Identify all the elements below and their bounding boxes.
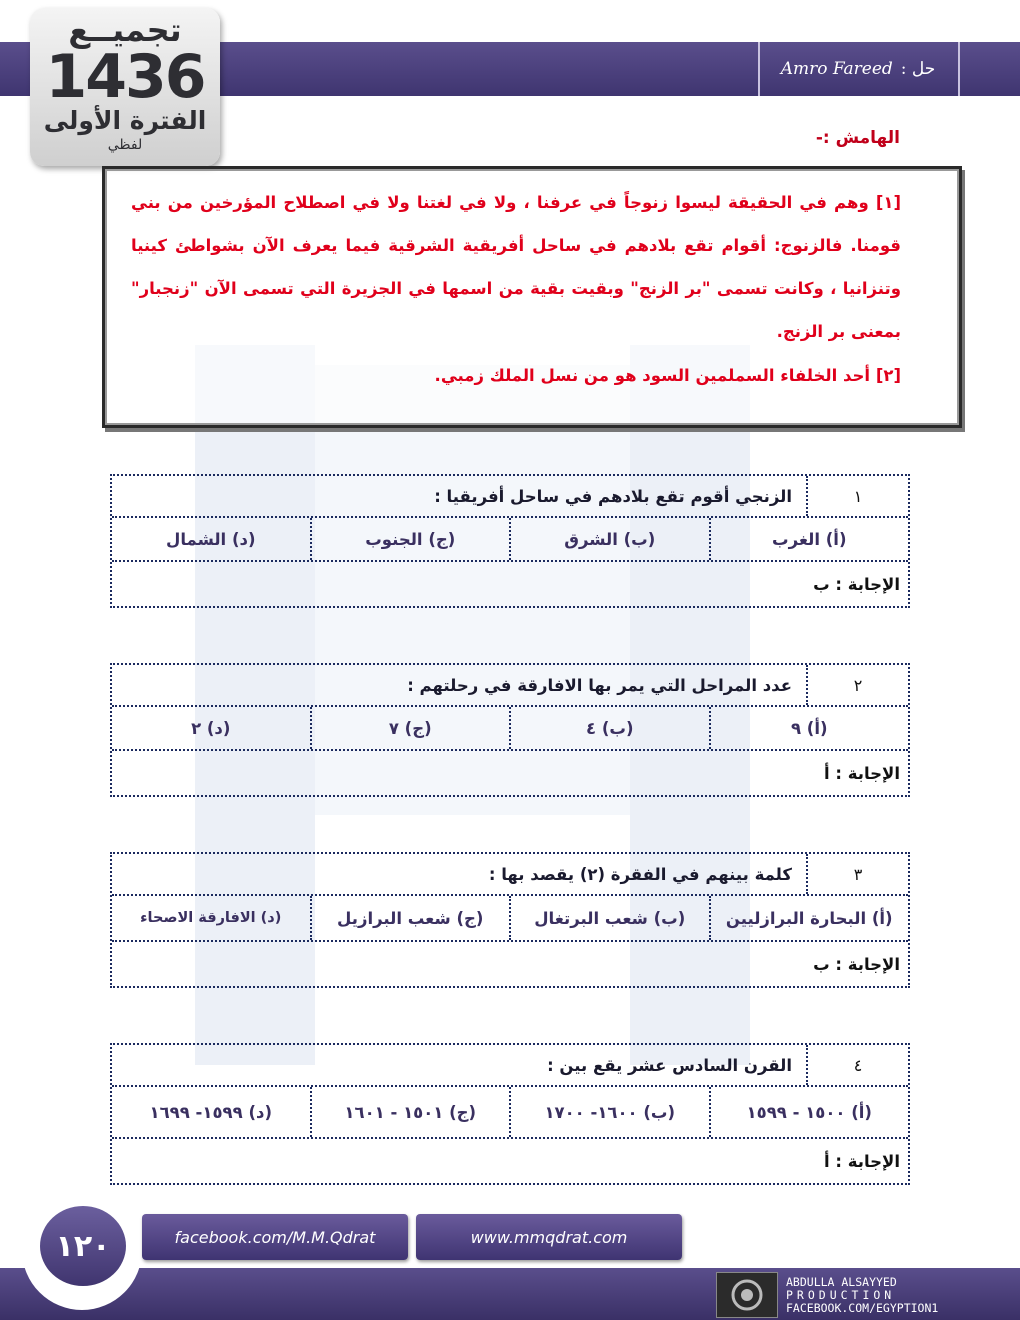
option-b[interactable]: (ب) شعب البرتغال [509, 896, 709, 940]
option-c[interactable]: (ج) ١٥٠١ - ١٦٠١ [310, 1087, 510, 1137]
option-b[interactable]: (ب) ٤ [509, 707, 709, 749]
producer-page: FACEBOOK.COM/EGYPTION1 [786, 1300, 939, 1315]
question-stem: كلمة بينهم في الفقرة (٢) يقصد بها : [488, 864, 792, 884]
footnote-1: [١] وهم في الحقيقة ليسوا زنوجاً في عرفنا ، ولا في لغتنا ولا في اصطلاح المؤرخين من بني قومنا. فالزنوج: أقوام تقع بلادهم في ساحل أفريقية الشرقية فيما يعرف الآن بشواطئ كينيا وتنزانيا ، وكانت تسمى "بر الزنج" وبقيت بقية من اسمها في الجزيرة التي تسمى الآن "زنجبار" بمعنى بر الزنج. [131, 193, 901, 341]
logo-section: لفظي [107, 137, 143, 153]
producer-credit [716, 1272, 938, 1318]
logo-line1: تجميــع [68, 11, 182, 49]
option-c[interactable]: (ج) شعب البرازيل [310, 896, 510, 940]
facebook-link[interactable]: facebook.com/M.M.Qdrat [142, 1214, 408, 1260]
answer: الإجابة : ب [813, 954, 900, 974]
question-stem: القرن السادس عشر يقع بين : [547, 1055, 792, 1075]
option-a[interactable]: (أ) الغرب [709, 518, 909, 560]
producer-role: PRODUCTION [786, 1287, 896, 1302]
logo-period: الفترة الأولى [43, 106, 207, 135]
footnotes-box [102, 166, 962, 428]
answer: الإجابة : أ [824, 763, 900, 783]
option-a[interactable]: (أ) ١٥٠٠ - ١٥٩٩ [709, 1087, 909, 1137]
logo-year: 1436 [45, 42, 205, 112]
answer: الإجابة : أ [824, 1151, 900, 1171]
option-d[interactable]: (د) ٢ [191, 718, 231, 738]
option-c[interactable]: (ج) الجنوب [310, 518, 510, 560]
website-link[interactable]: www.mmqdrat.com [416, 1214, 682, 1260]
page-number: ١٢٠ [40, 1206, 126, 1286]
question-table-2 [110, 663, 910, 797]
question-table-4 [110, 1043, 910, 1185]
question-stem: الزنجي أقوم تقع بلادهم في ساحل أفريقيا : [434, 486, 792, 506]
option-b[interactable]: (ب) ١٦٠٠- ١٧٠٠ [509, 1087, 709, 1137]
question-number: ٢ [806, 665, 908, 705]
option-a[interactable]: (أ) ٩ [709, 707, 909, 749]
camera-aperture-icon [716, 1272, 778, 1318]
option-c[interactable]: (ج) ٧ [310, 707, 510, 749]
producer-name: ABDULLA ALSAYYED [786, 1274, 897, 1289]
option-d[interactable]: (د) الافارقة الاصحاء [140, 910, 282, 926]
question-stem: عدد المراحل التي يمر بها الافارقة في رحلتهم : [407, 675, 792, 695]
footnote-2: [٢] أحد الخلفاء السملمين السود هو من نسل الملك زمبي. [434, 366, 901, 385]
option-d[interactable]: (د) الشمال [166, 529, 256, 549]
question-number: ٤ [806, 1045, 908, 1085]
option-b[interactable]: (ب) الشرق [509, 518, 709, 560]
question-number: ٣ [806, 854, 908, 894]
solver-credit [758, 42, 958, 96]
solver-label: حل : [900, 59, 936, 79]
option-d[interactable]: (د) ١٥٩٩- ١٦٩٩ [149, 1102, 272, 1122]
footnotes-title: الهامش :- [815, 128, 900, 148]
question-number: ١ [806, 476, 908, 516]
question-table-3 [110, 852, 910, 988]
answer: الإجابة : ب [813, 574, 900, 594]
collection-logo [30, 8, 220, 166]
solver-name: Amro Fareed [780, 59, 893, 79]
option-a[interactable]: (أ) البحارة البرازليين [709, 896, 909, 940]
question-table-1 [110, 474, 910, 608]
header-divider [958, 42, 960, 96]
